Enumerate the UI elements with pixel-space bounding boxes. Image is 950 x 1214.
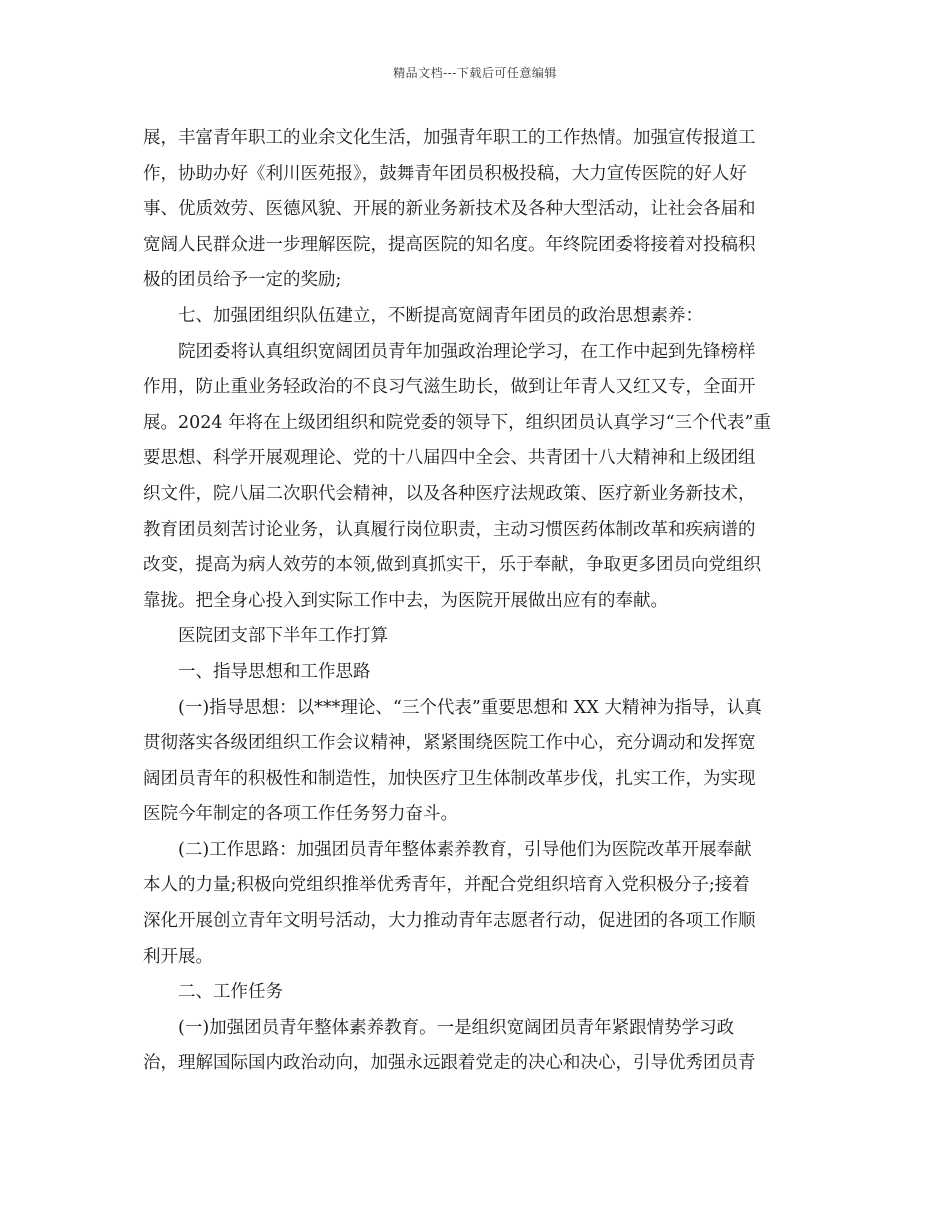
text-line: 改变，提高为病人效劳的本领,做到真抓实干，乐于奉献，争取更多团员向党组织 (143, 555, 762, 576)
text-line: 一、指导思想和工作思路 (178, 661, 371, 682)
text-line: 本人的力量;积极向党组织推举优秀青年，并配合党组织培育入党积极分子;接着 (143, 875, 750, 896)
page-header: 精品文档---下载后可任意编辑 (393, 66, 557, 80)
text-line: 医院团支部下半年工作打算 (178, 626, 388, 647)
text-line: 极的团员给予一定的奖励; (143, 270, 342, 291)
text-line: 展。2024 年将在上级团组织和院党委的领导下，组织团员认真学习“三个代表”重 (143, 412, 771, 433)
text-line: 要思想、科学开展观理论、党的十八届四中全会、共青团十八大精神和上级团组 (143, 448, 756, 469)
text-line: (二)工作思路：加强团员青年整体素养教育，引导他们为医院改革开展奉献 (178, 839, 752, 860)
text-line: 院团委将认真组织宽阔团员青年加强政治理论学习，在工作中起到先锋榜样 (178, 341, 756, 362)
text-line: 教育团员刻苦讨论业务，认真履行岗位职责，主动习惯医药体制改革和疾病谱的 (143, 519, 756, 540)
text-line: 作用，防止重业务轻政治的不良习气滋生助长，做到让年青人又红又专，全面开 (143, 377, 756, 398)
text-line: 治，理解国际国内政治动向，加强永远跟着党走的决心和决心，引导优秀团员青 (143, 1053, 756, 1074)
text-line: 靠拢。把全身心投入到实际工作中去，为医院开展做出应有的奉献。 (143, 590, 668, 611)
text-line: 宽阔人民群众进一步理解医院，提高医院的知名度。年终院团委将接着对投稿积 (143, 234, 756, 255)
text-line: (一)加强团员青年整体素养教育。一是组织宽阔团员青年紧跟情势学习政 (178, 1017, 735, 1038)
text-line: 七、加强团组织队伍建立，不断提高宽阔青年团员的政治思想素养： (178, 305, 703, 326)
text-line: 贯彻落实各级团组织工作会议精神，紧紧围绕医院工作中心，充分调动和发挥宽 (143, 733, 756, 754)
text-line: 展，丰富青年职工的业余文化生活，加强青年职工的工作热情。加强宣传报道工 (143, 128, 756, 148)
text-line: 医院今年制定的各项工作任务努力奋斗。 (143, 804, 458, 825)
text-line: 阔团员青年的积极性和制造性，加快医疗卫生体制改革步伐，扎实工作，为实现 (143, 768, 756, 789)
text-line: 事、优质效劳、医德风貌、开展的新业务新技术及各种大型活动，让社会各届和 (143, 199, 756, 220)
document-body (143, 121, 808, 1082)
text-line: 二、工作任务 (178, 982, 283, 1003)
text-line: 利开展。 (143, 946, 213, 967)
text-line: 作，协助办好《利川医苑报》，鼓舞青年团员积极投稿，大力宣传医院的好人好 (143, 163, 747, 184)
text-line: 深化开展创立青年文明号活动，大力推动青年志愿者行动，促进团的各项工作顺 (143, 911, 756, 932)
text-line: (一)指导思想：以***理论、“三个代表”重要思想和 XX 大精神为指导，认真 (178, 697, 762, 718)
text-line: 织文件，院八届二次职代会精神，以及各种医疗法规政策、医疗新业务新技术， (143, 483, 756, 504)
